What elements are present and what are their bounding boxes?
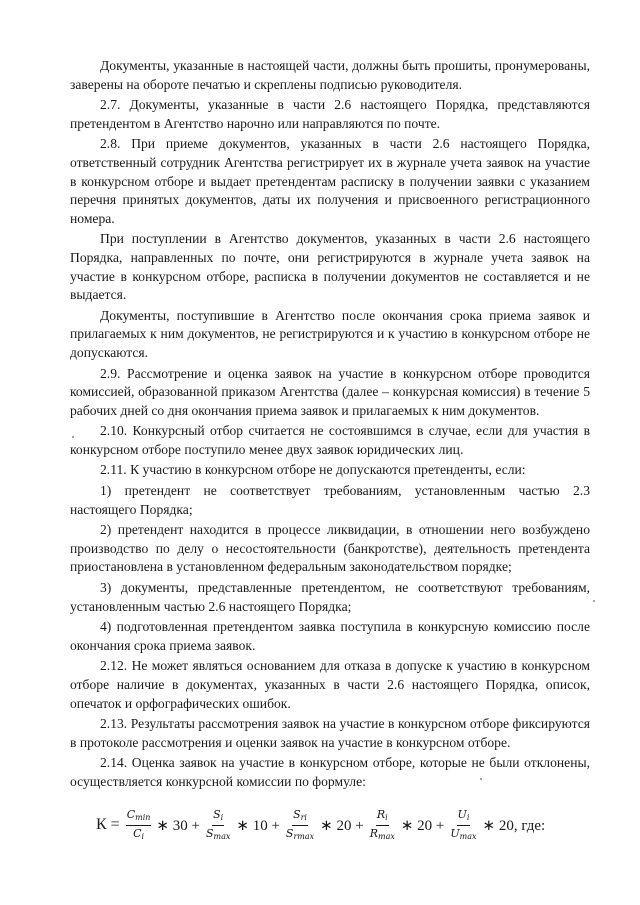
paragraph-late-documents: Документы, поступившие в Агентство после окончания срока приема заявок и прилагаемых к ним документов, не регистрируются и к участию в конкурсном отборе не допускаются. — [70, 307, 590, 360]
paragraph-2-12: 2.12. Не может являться основанием для отказа в допуске к участию в конкурсном отборе наличие в документах, указанных в части 2.6 настоящего Порядка, описок, опечаток и орфографических ошибок. — [70, 658, 590, 711]
fraction-denominator: $U_{max}$ — [450, 826, 477, 841]
formula-weight: ∗ 20 + — [400, 817, 445, 834]
formula-weight: ∗ 30 + — [156, 817, 200, 834]
fraction-r-area — [285, 808, 315, 843]
list-item-1: 1) претендент не соответствует требованиям, установленным частью 2.3 настоящего Порядка; — [70, 483, 590, 517]
paragraph-2-14: 2.14. Оценка заявок на участие в конкурсном отборе, которые не были отклонены, осуществляется конкурсной комиссии по формуле: — [70, 755, 590, 789]
scan-speck — [593, 600, 595, 602]
formula-weight: ∗ 10 + — [236, 817, 280, 834]
paragraph-2-11: 2.11. К участию в конкурсном отборе не допускаются претенденты, если: — [100, 462, 526, 478]
fraction-denominator: $R_{max}$ — [369, 826, 395, 841]
fraction-numerator: $S_{ri}$ — [292, 808, 308, 826]
list-item-4: 4) подготовленная претендентом заявка поступила в конкурсную комиссию после окончания срока приема заявок. — [70, 619, 590, 653]
fraction-denominator: $S_{max}$ — [205, 826, 231, 841]
formula-weight-where: ∗ 20, где: — [482, 817, 546, 834]
scan-speck — [480, 778, 482, 780]
paragraph-docs-binding: Документы, указанные в настоящей части, должны быть прошиты, пронумерованы, заверены на обороте печатью и скреплены подписью руководителя. — [70, 58, 590, 92]
fraction-area — [205, 808, 231, 843]
formula-weight: ∗ 20 + — [320, 817, 364, 834]
paragraph-2-9: 2.9. Рассмотрение и оценка заявок на участие в конкурсном отборе проводится комиссией, образованной приказом Агентства (далее – конкурсная комиссия) в течение 5 рабочих дней со дня окончания приема заявок и прилагаемых к ним документов. — [70, 365, 590, 418]
fraction-numerator: $C_{min}$ — [126, 808, 152, 826]
fraction-numerator: $U_i$ — [457, 808, 471, 826]
paragraph-2-10: 2.10. Конкурсный отбор считается не состоявшимся в случае, если для участия в конкурсном отборе поступило менее двух заявок юридических лиц. — [70, 423, 590, 457]
paragraph-2-8: 2.8. При приеме документов, указанных в части 2.6 настоящего Порядка, ответственный сотрудник Агентства регистрирует их в журнале учета заявок на участие в конкурсном отборе и выдает претендентам расписку в получении заявки с указанием перечня принятых документов, даты их получения и присвоенного регистрационного номера. — [70, 136, 590, 226]
paragraph-2-7: 2.7. Документы, указанные в части 2.6 настоящего Порядка, представляются претендентом в Агентство нарочно или направляются по почте. — [70, 97, 590, 131]
list-item-2: 2) претендент находится в процессе ликвидации, в отношении него возбуждено производство по делу о несостоятельности (банкротстве), деятельность претендента приостановлена в установленном федеральным законодательством порядке; — [70, 522, 590, 575]
fraction-cost — [126, 808, 152, 843]
scoring-formula — [96, 797, 566, 853]
fraction-numerator: $R_i$ — [376, 808, 389, 826]
fraction-denominator: $S_{rmax}$ — [285, 826, 315, 841]
paragraph-2-13: 2.13. Результаты рассмотрения заявок на участие в конкурсном отборе фиксируются в протоколе рассмотрения и оценки заявок на участие в конкурсном отборе. — [70, 716, 590, 750]
fraction-numerator: $S_i$ — [212, 808, 224, 826]
fraction-denominator: $C_i$ — [133, 826, 145, 841]
document-body — [70, 57, 590, 792]
scan-speck — [72, 436, 74, 438]
fraction-usage — [449, 808, 477, 843]
fraction-rating — [369, 808, 396, 843]
paragraph-postal-receipt: При поступлении в Агентство документов, указанных в части 2.6 настоящего Порядка, направленных по почте, они регистрируются в журнале учета заявок на участие в конкурсном отборе, расписка в получении документов не составляется и не выдается. — [70, 231, 590, 303]
formula-lhs: К = — [96, 816, 120, 833]
list-item-3: 3) документы, представленные претендентом, не соответствуют требованиям, установленным частью 2.6 настоящего Порядка; — [70, 580, 590, 614]
